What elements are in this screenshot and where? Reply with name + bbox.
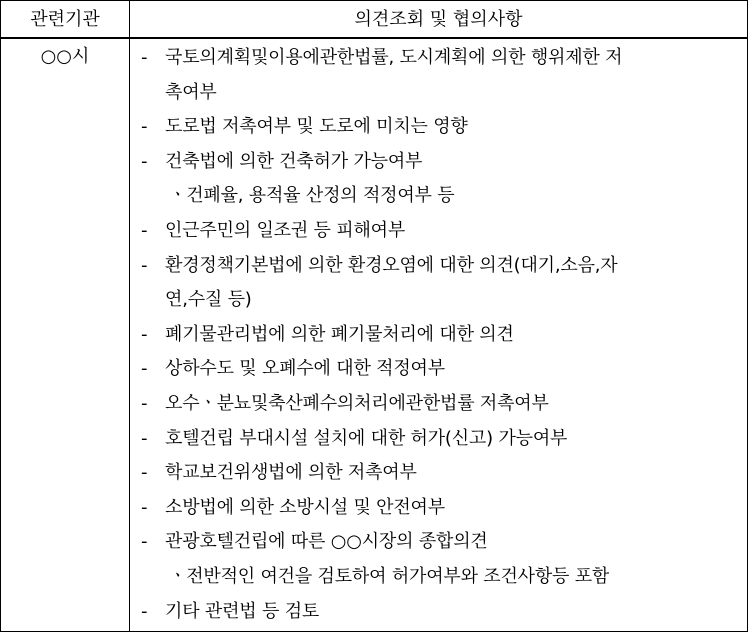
- bullet-dash: -: [141, 600, 148, 622]
- bullet-dash: -: [141, 254, 148, 276]
- bullet-dash: -: [141, 323, 148, 345]
- consultation-line: [141, 491, 741, 526]
- bullet-dash: -: [141, 150, 148, 172]
- consultation-line: [141, 387, 741, 422]
- agency-cell: ○○시: [40, 46, 90, 67]
- bullet-dash: -: [141, 219, 148, 241]
- line-text: 폐기물관리법에 의한 폐기물처리에 대한 의견: [165, 323, 514, 345]
- bullet-dash: -: [141, 358, 148, 380]
- bullet-dash: -: [141, 531, 148, 553]
- line-text: 도로법 저촉여부 및 도로에 미치는 영향: [165, 116, 468, 138]
- line-text: ㆍ전반적인 여건을 검토하여 허가여부와 조건사항등 포함: [169, 565, 610, 587]
- header-consultation: 의견조회 및 협의사항: [354, 9, 523, 30]
- line-text: 오수ㆍ분뇨및축산폐수의처리에관한법률 저촉여부: [165, 392, 549, 414]
- line-text: 연,수질 등): [165, 289, 252, 311]
- line-text: 관광호텔건립에 따른 ○○시장의 종합의견: [165, 531, 488, 553]
- consultation-line: [141, 41, 741, 76]
- bullet-dash: -: [141, 392, 148, 414]
- consultation-line: [141, 145, 741, 180]
- bullet-dash: -: [141, 496, 148, 518]
- line-text: 소방법에 의한 소방시설 및 안전여부: [165, 496, 445, 518]
- consultation-line: [141, 110, 741, 145]
- consultation-line: [141, 249, 741, 284]
- bullet-dash: -: [141, 116, 148, 138]
- line-text: ㆍ건폐율, 용적율 산정의 적정여부 등: [169, 185, 455, 207]
- line-text: 국토의계획및이용에관한법률, 도시계획에 의한 행위제한 저: [165, 47, 623, 68]
- consultation-line: [141, 560, 741, 595]
- column-divider: [129, 1, 130, 631]
- line-text: 학교보건위생법에 의한 저촉여부: [165, 462, 417, 484]
- line-text: 상하수도 및 오폐수에 대한 적정여부: [165, 358, 445, 380]
- bullet-dash: -: [141, 47, 148, 68]
- consultation-line: [141, 595, 741, 630]
- line-text: 건축법에 의한 건축허가 가능여부: [165, 150, 423, 172]
- consultation-line: [141, 422, 741, 457]
- consultation-line: [141, 352, 741, 387]
- table-header-row: [1, 1, 747, 39]
- consultation-line: [141, 318, 741, 353]
- consultation-items: [141, 41, 741, 629]
- line-text: 기타 관련법 등 검토: [165, 600, 320, 622]
- line-text: 인근주민의 일조권 등 피해여부: [165, 219, 406, 241]
- line-text: 호텔건립 부대시설 설치에 대한 허가(신고) 가능여부: [165, 427, 568, 449]
- consultation-line: [141, 76, 741, 111]
- bullet-dash: -: [141, 462, 148, 484]
- consultation-line: [141, 214, 741, 249]
- consultation-line: [141, 179, 741, 214]
- consultation-line: [141, 456, 741, 491]
- line-text: 촉여부: [165, 81, 217, 103]
- header-agency: 관련기관: [30, 9, 100, 30]
- line-text: 환경정책기본법에 의한 환경오염에 대한 의견(대기,소음,자: [165, 254, 618, 276]
- consultation-line: [141, 283, 741, 318]
- bullet-dash: -: [141, 427, 148, 449]
- consultation-line: [141, 525, 741, 560]
